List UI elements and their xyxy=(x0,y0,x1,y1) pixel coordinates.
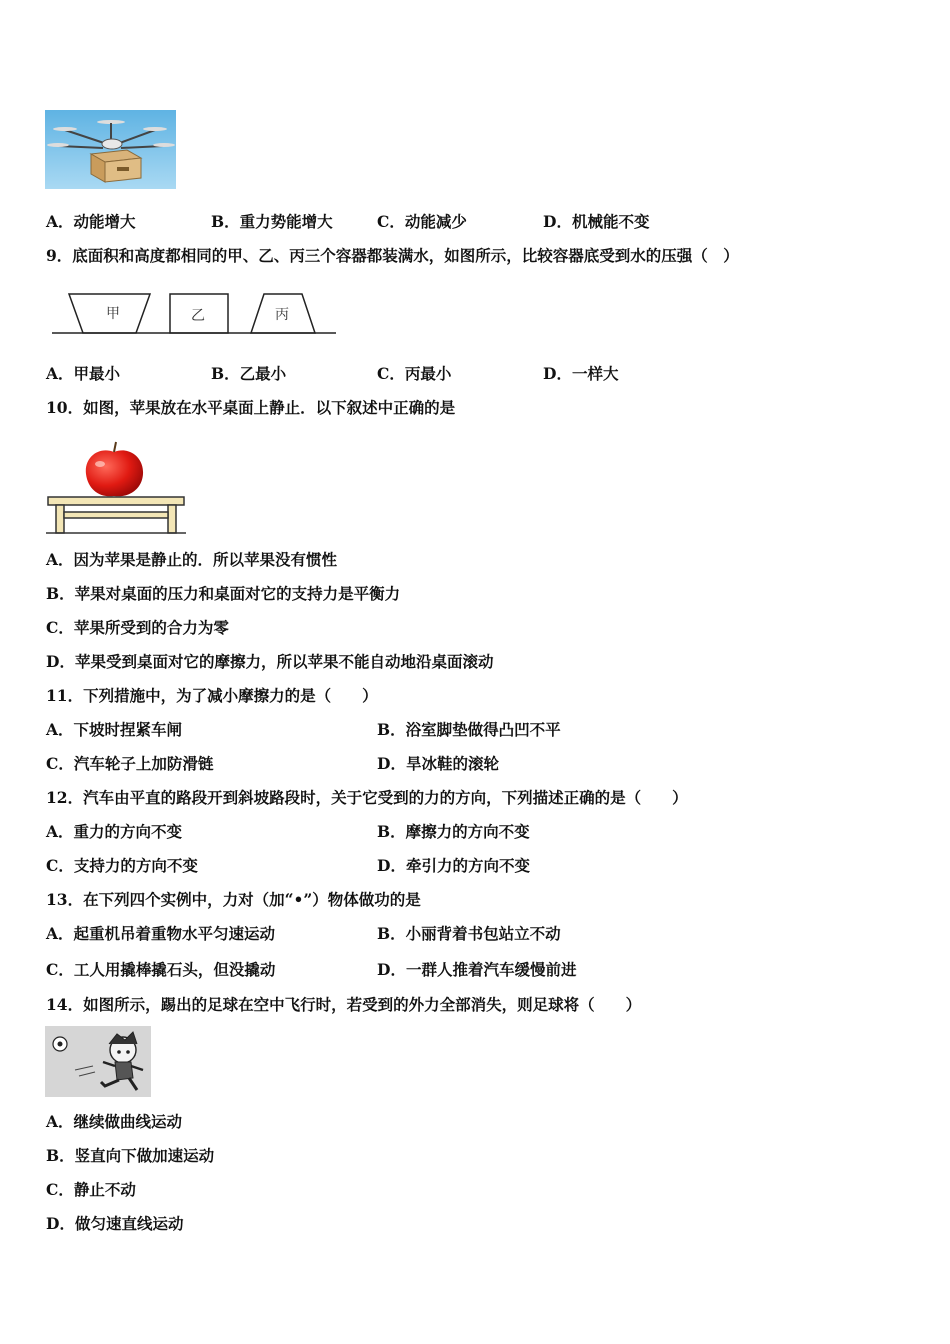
q9-option-c: C．丙最小 xyxy=(377,364,452,383)
q8-option-b: B．重力势能增大 xyxy=(211,212,333,231)
q11-option-b: B．浴室脚垫做得凸凹不平 xyxy=(377,720,561,739)
q14-option-d: D．做匀速直线运动 xyxy=(46,1214,184,1233)
q13-option-c: C．工人用撬棒撬石头，但没撬动 xyxy=(46,960,276,979)
q8-option-d: D．机械能不变 xyxy=(543,212,650,231)
q9-option-a: A．甲最小 xyxy=(46,364,121,383)
containers-diagram xyxy=(52,290,336,336)
container-label-bing: 丙 xyxy=(275,307,289,323)
container-label-yi: 乙 xyxy=(191,308,205,324)
q8-option-c: C．动能减少 xyxy=(377,212,467,231)
q9-option-b: B．乙最小 xyxy=(211,364,287,383)
q14-stem: 14．如图所示，踢出的足球在空中飞行时，若受到的外力全部消失，则足球将（ ） xyxy=(46,995,642,1014)
container-label-jia: 甲 xyxy=(106,306,120,322)
drone-image xyxy=(45,110,176,189)
q9-stem: 9．底面积和高度都相同的甲、乙、丙三个容器都装满水，如图所示，比较容器底受到水的压强（ ） xyxy=(46,246,739,265)
q12-stem: 12．汽车由平直的路段开到斜坡路段时，关于它受到的力的方向，下列描述正确的是（ ） xyxy=(46,788,688,807)
q10-option-d: D．苹果受到桌面对它的摩擦力，所以苹果不能自动地沿桌面滚动 xyxy=(46,652,494,671)
q10-stem: 10．如图，苹果放在水平桌面上静止．以下叙述中正确的是 xyxy=(46,398,456,417)
q13-option-d: D．一群人推着汽车缓慢前进 xyxy=(377,960,577,979)
q14-option-b: B．竖直向下做加速运动 xyxy=(46,1146,215,1165)
q12-option-d: D．牵引力的方向不变 xyxy=(377,856,530,875)
q12-option-a: A．重力的方向不变 xyxy=(46,822,183,841)
q11-option-d: D．旱冰鞋的滚轮 xyxy=(377,754,499,773)
q10-option-b: B．苹果对桌面的压力和桌面对它的支持力是平衡力 xyxy=(46,584,401,603)
q10-option-c: C．苹果所受到的合力为零 xyxy=(46,618,229,637)
q8-option-a: A．动能增大 xyxy=(46,212,136,231)
q12-option-b: B．摩擦力的方向不变 xyxy=(377,822,530,841)
q9-option-d: D．一样大 xyxy=(543,364,619,383)
q10-option-a: A．因为苹果是静止的．所以苹果没有惯性 xyxy=(46,550,338,569)
q14-option-a: A．继续做曲线运动 xyxy=(46,1112,183,1131)
q11-option-c: C．汽车轮子上加防滑链 xyxy=(46,754,214,773)
kicked-football-image xyxy=(45,1026,151,1097)
q13-stem: 13．在下列四个实例中，力对（加“•”）物体做功的是 xyxy=(46,890,421,909)
q14-option-c: C．静止不动 xyxy=(46,1180,136,1199)
q13-option-b: B．小丽背着书包站立不动 xyxy=(377,924,561,943)
q12-option-c: C．支持力的方向不变 xyxy=(46,856,198,875)
q11-option-a: A．下坡时捏紧车闸 xyxy=(46,720,183,739)
q13-option-a: A．起重机吊着重物水平匀速运动 xyxy=(46,924,276,943)
q11-stem: 11．下列措施中，为了减小摩擦力的是（ ） xyxy=(46,686,378,705)
apple-on-table-image xyxy=(46,440,186,535)
